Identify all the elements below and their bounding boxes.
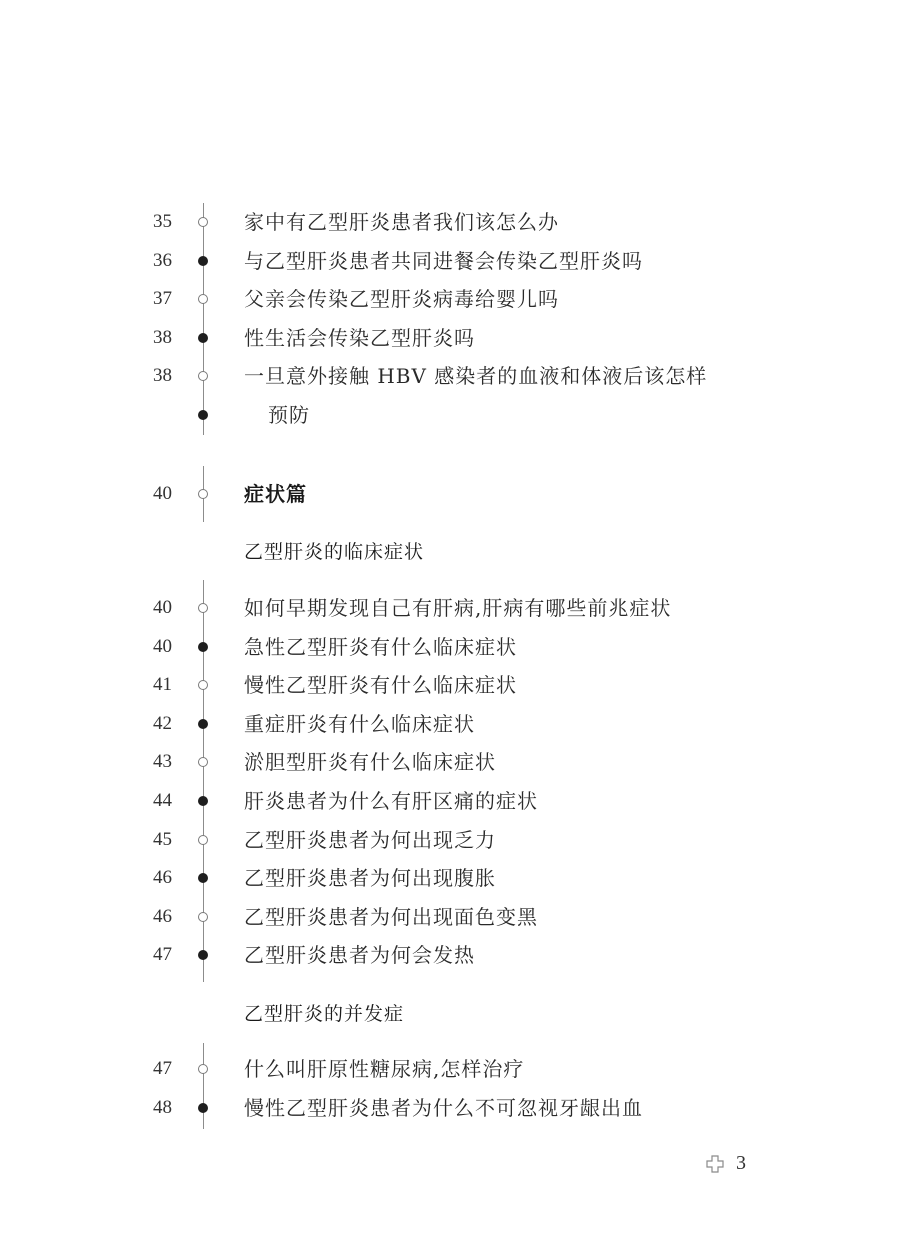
toc-entry[interactable]: [0, 280, 900, 318]
toc-page-number: 38: [153, 365, 172, 386]
toc-entry[interactable]: [0, 1050, 900, 1088]
toc-entry-title: 父亲会传染乙型肝炎病毒给婴儿吗: [244, 287, 559, 311]
section-title: 症状篇: [244, 482, 307, 506]
toc-entry[interactable]: [0, 319, 900, 357]
filled-circle-marker-icon: [198, 642, 208, 652]
toc-page-number: 37: [153, 288, 172, 309]
open-circle-marker-icon: [198, 217, 208, 227]
toc-entry-title: 性生活会传染乙型肝炎吗: [244, 326, 475, 350]
toc-entry[interactable]: [0, 743, 900, 781]
toc-entry-title: 什么叫肝原性糖尿病,怎样治疗: [244, 1057, 525, 1081]
toc-entry-title: 乙型肝炎患者为何会发热: [244, 943, 475, 968]
toc-entry[interactable]: [0, 898, 900, 936]
toc-page-number: 48: [153, 1096, 172, 1118]
toc-page-number: 44: [153, 790, 172, 811]
open-circle-marker-icon: [198, 757, 208, 767]
cross-icon: [705, 1154, 725, 1174]
subsection-title: 乙型肝炎的并发症: [244, 1003, 405, 1025]
toc-entry-title: 急性乙型肝炎有什么临床症状: [244, 634, 517, 659]
toc-entry[interactable]: [0, 936, 900, 974]
open-circle-marker-icon: [198, 603, 208, 613]
open-circle-marker-icon: [198, 1064, 208, 1074]
toc-page-number: 40: [153, 635, 172, 657]
toc-page-number: 41: [153, 674, 172, 696]
filled-circle-marker-icon: [198, 873, 208, 883]
subsection-title: 乙型肝炎的临床症状: [244, 541, 425, 563]
toc-entry-title: 慢性乙型肝炎有什么临床症状: [244, 673, 517, 698]
toc-page-number: 36: [153, 250, 172, 271]
subsection-heading: [0, 533, 900, 571]
open-circle-marker-icon: [198, 835, 208, 845]
toc-entry[interactable]: [0, 782, 900, 820]
toc-entry-title: 家中有乙型肝炎患者我们该怎么办: [244, 210, 559, 234]
toc-entry[interactable]: [0, 628, 900, 666]
toc-entry[interactable]: [0, 859, 900, 897]
toc-entry-title: 肝炎患者为什么有肝区痛的症状: [244, 789, 538, 813]
toc-entry-title: 乙型肝炎患者为何出现乏力: [244, 827, 496, 852]
toc-page-number: 45: [153, 828, 172, 850]
toc-entry[interactable]: [0, 357, 900, 395]
toc-entry-title: 淤胆型肝炎有什么临床症状: [244, 750, 496, 775]
toc-entry-title: 重症肝炎有什么临床症状: [244, 711, 475, 736]
toc-entry[interactable]: [0, 203, 900, 241]
toc-entry-continuation[interactable]: [0, 396, 900, 434]
page-number: 3: [736, 1152, 746, 1174]
toc-page-number: 40: [153, 597, 172, 618]
section-heading[interactable]: [0, 475, 900, 513]
toc-page-number: 46: [153, 867, 172, 889]
toc-entry-title: 乙型肝炎患者为何出现面色变黑: [244, 904, 538, 929]
toc-page-number: 40: [153, 483, 172, 504]
filled-circle-marker-icon: [198, 410, 208, 420]
toc-entry-title: 一旦意外接触 HBV 感染者的血液和体液后该怎样: [244, 364, 708, 388]
toc-entry[interactable]: [0, 1089, 900, 1127]
open-circle-marker-icon: [198, 294, 208, 304]
filled-circle-marker-icon: [198, 719, 208, 729]
filled-circle-marker-icon: [198, 1103, 208, 1113]
open-circle-marker-icon: [198, 371, 208, 381]
filled-circle-marker-icon: [198, 796, 208, 806]
toc-page-number: 47: [153, 1058, 172, 1079]
open-circle-marker-icon: [198, 912, 208, 922]
toc-entry-title: 乙型肝炎患者为何出现腹胀: [244, 866, 496, 891]
filled-circle-marker-icon: [198, 256, 208, 266]
toc-entry-title: 如何早期发现自己有肝病,肝病有哪些前兆症状: [244, 596, 672, 620]
filled-circle-marker-icon: [198, 333, 208, 343]
toc-entry[interactable]: [0, 821, 900, 859]
toc-entry-title-continuation: 预防: [268, 403, 310, 427]
toc-page-number: 38: [153, 327, 172, 348]
toc-entry[interactable]: [0, 242, 900, 280]
toc-page-number: 42: [153, 712, 172, 734]
toc-page-number: 43: [153, 751, 172, 773]
toc-entry[interactable]: [0, 666, 900, 704]
toc-page-number: 47: [153, 944, 172, 966]
subsection-heading: [0, 995, 900, 1033]
toc-page-number: 35: [153, 211, 172, 232]
toc-entry[interactable]: [0, 589, 900, 627]
open-circle-marker-icon: [198, 489, 208, 499]
filled-circle-marker-icon: [198, 950, 208, 960]
toc-entry-title: 慢性乙型肝炎患者为什么不可忽视牙龈出血: [244, 1095, 643, 1120]
toc-entry[interactable]: [0, 705, 900, 743]
toc-page-number: 46: [153, 905, 172, 927]
toc-entry-title: 与乙型肝炎患者共同进餐会传染乙型肝炎吗: [244, 249, 643, 273]
open-circle-marker-icon: [198, 680, 208, 690]
